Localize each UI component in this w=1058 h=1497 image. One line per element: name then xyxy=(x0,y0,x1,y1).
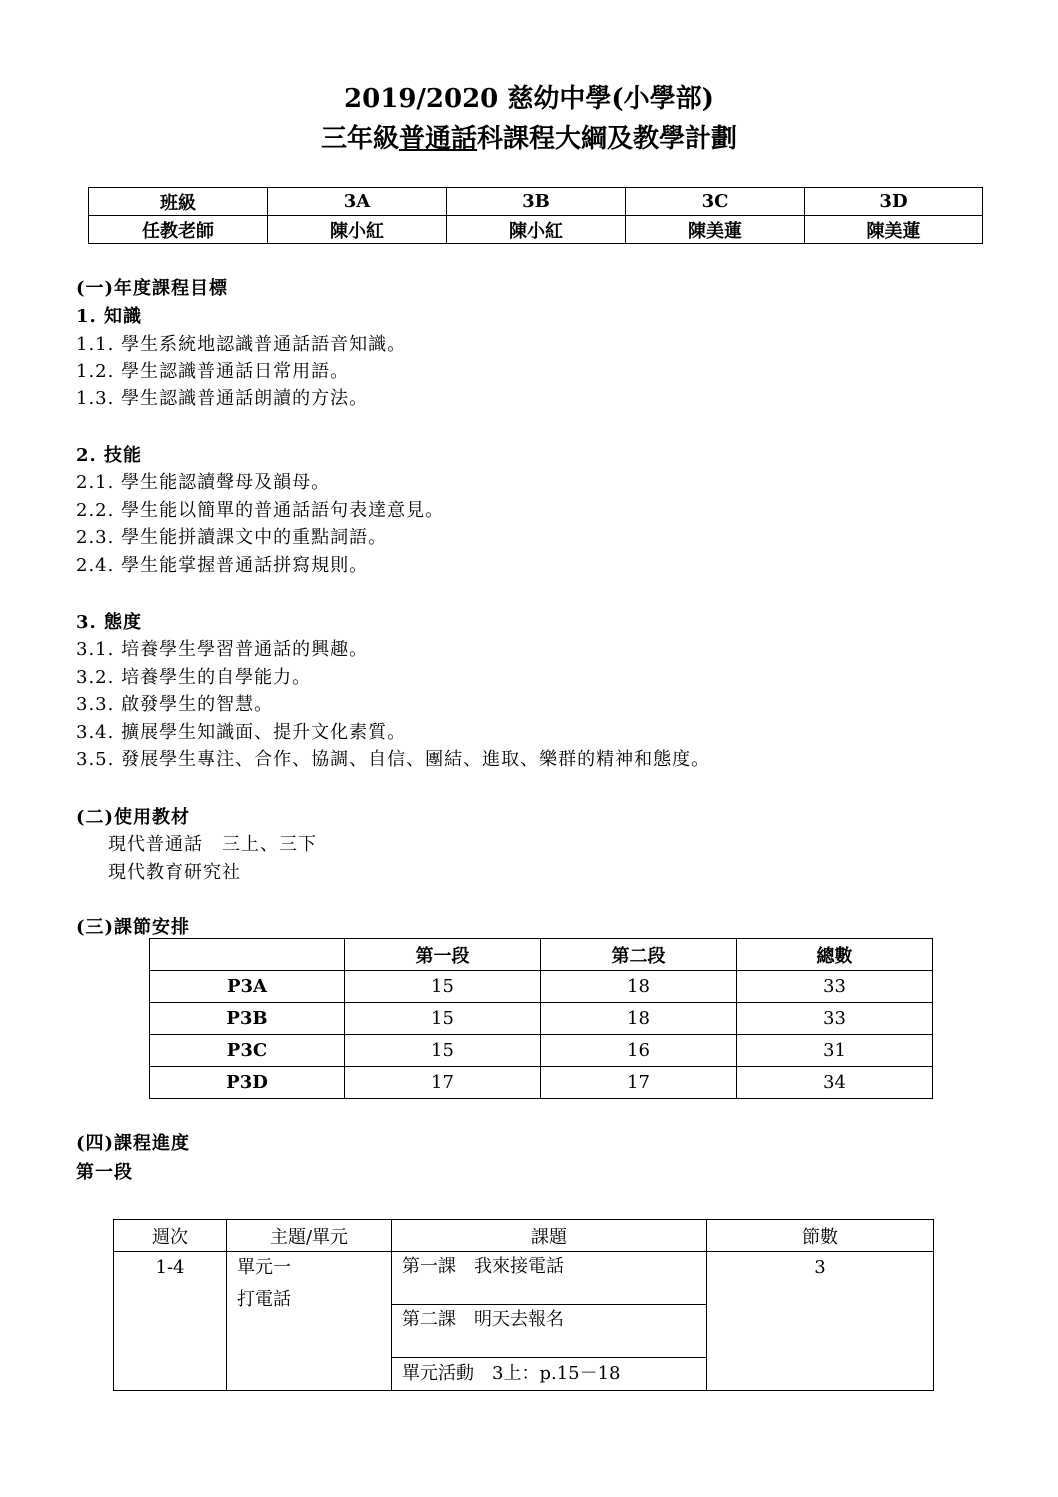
periods-cell: 3 xyxy=(707,1252,934,1391)
table-cell: 陳美蓮 xyxy=(805,216,983,244)
table-cell: 陳美蓮 xyxy=(626,216,805,244)
attitude-heading: 3. 態度 xyxy=(76,612,143,633)
unit-number: 單元一 xyxy=(237,1257,291,1278)
table-cell: 任教老師 xyxy=(89,216,268,244)
term-heading: 第一段 xyxy=(76,1162,133,1183)
table-cell: 34 xyxy=(737,1067,933,1099)
table-cell: 15 xyxy=(345,1035,541,1067)
list-item: 3.4. 擴展學生知識面、提升文化素質。 xyxy=(76,722,407,743)
table-cell: 3D xyxy=(805,188,983,216)
lesson-cell: 第二課 明天去報名 xyxy=(392,1305,707,1358)
table-cell: 33 xyxy=(737,971,933,1003)
table-cell: 31 xyxy=(737,1035,933,1067)
table-row xyxy=(89,188,983,216)
table-cell: 16 xyxy=(541,1035,737,1067)
list-item: 2.1. 學生能認讀聲母及韻母。 xyxy=(76,472,331,493)
table-cell: P3D xyxy=(150,1067,345,1099)
table-cell: 17 xyxy=(345,1067,541,1099)
table-row xyxy=(114,1220,934,1252)
list-item: 2.3. 學生能拼讀課文中的重點詞語。 xyxy=(76,527,388,548)
table-cell: 節數 xyxy=(707,1220,934,1252)
unit-title: 打電話 xyxy=(237,1289,291,1310)
materials-heading: (二)使用教材 xyxy=(76,807,191,828)
list-item: 2.2. 學生能以簡單的普通話語句表達意見。 xyxy=(76,500,445,521)
progress-heading: (四)課程進度 xyxy=(76,1133,191,1154)
table-cell: 15 xyxy=(345,1003,541,1035)
list-item: 3.5. 發展學生專注、合作、協調、自信、團結、進取、樂群的精神和態度。 xyxy=(76,749,711,770)
table-cell: 18 xyxy=(541,971,737,1003)
table-cell: 17 xyxy=(541,1067,737,1099)
table-cell: 第二段 xyxy=(541,939,737,971)
table-cell: 15 xyxy=(345,971,541,1003)
materials-publisher: 現代教育研究社 xyxy=(108,862,241,883)
list-item: 1.3. 學生認識普通話朗讀的方法。 xyxy=(76,388,369,409)
table-row xyxy=(150,1003,933,1035)
table-row xyxy=(150,1067,933,1099)
table-row xyxy=(150,939,933,971)
table-cell: 陳小紅 xyxy=(268,216,447,244)
title-prefix: 三年級 xyxy=(320,124,399,154)
table-cell: 班級 xyxy=(89,188,268,216)
page-title-line1: 2019/2020 慈幼中學(小學部) xyxy=(344,84,714,114)
list-item: 1.1. 學生系統地認識普通話語音知識。 xyxy=(76,334,407,355)
title-suffix: 科課程大綱及教學計劃 xyxy=(477,124,738,154)
table-cell: 週次 xyxy=(114,1220,227,1252)
table-cell: 主題/單元 xyxy=(227,1220,392,1252)
schedule-table xyxy=(149,938,933,1099)
table-row xyxy=(150,971,933,1003)
table-row xyxy=(89,216,983,244)
title-subject: 普通話 xyxy=(398,124,477,154)
table-cell: 33 xyxy=(737,1003,933,1035)
materials-book: 現代普通話 三上、三下 xyxy=(108,834,317,855)
table-cell: 3C xyxy=(626,188,805,216)
table-cell: 第一段 xyxy=(345,939,541,971)
teacher-table xyxy=(88,187,983,244)
lesson-cell: 單元活動 3上：p.15－18 xyxy=(392,1358,707,1391)
table-cell: P3A xyxy=(150,971,345,1003)
objectives-heading: (一)年度課程目標 xyxy=(76,278,229,299)
table-cell xyxy=(150,939,345,971)
table-row xyxy=(114,1252,934,1305)
unit-cell xyxy=(227,1252,392,1391)
table-cell: 18 xyxy=(541,1003,737,1035)
table-cell: 3B xyxy=(447,188,626,216)
page-title-line2 xyxy=(0,118,1058,155)
lesson-cell: 第一課 我來接電話 xyxy=(392,1252,707,1305)
table-cell: 總數 xyxy=(737,939,933,971)
list-item: 1.2. 學生認識普通話日常用語。 xyxy=(76,361,350,382)
skills-heading: 2. 技能 xyxy=(76,445,143,466)
week-cell: 1-4 xyxy=(114,1252,227,1391)
list-item: 3.3. 啟發學生的智慧。 xyxy=(76,694,274,715)
table-cell: P3C xyxy=(150,1035,345,1067)
table-cell: P3B xyxy=(150,1003,345,1035)
knowledge-heading: 1. 知識 xyxy=(76,306,143,327)
table-row xyxy=(150,1035,933,1067)
schedule-heading: (三)課節安排 xyxy=(76,917,191,938)
progress-table xyxy=(113,1219,934,1391)
table-cell: 陳小紅 xyxy=(447,216,626,244)
list-item: 3.2. 培養學生的自學能力。 xyxy=(76,667,312,688)
table-cell: 課題 xyxy=(392,1220,707,1252)
table-cell: 3A xyxy=(268,188,447,216)
list-item: 3.1. 培養學生學習普通話的興趣。 xyxy=(76,639,369,660)
list-item: 2.4. 學生能掌握普通話拼寫規則。 xyxy=(76,555,369,576)
